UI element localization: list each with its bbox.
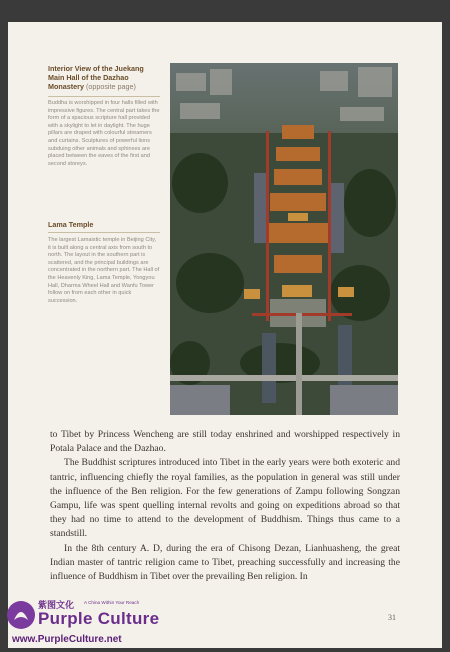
caption-body-juekang: Buddha is worshipped in four halls filled with impressive figures. The central part takes the form of a spacious scripture hall provided with a skylight to let in daylight. The huge pillars are draped with colourful streamers and curtains. Sculptures of powerful lions subduing other animals and sphinxes are placed between the eaves of the first and second storeys. (48, 100, 160, 167)
caption-divider (48, 232, 160, 233)
caption-title-text: Lama Temple (48, 220, 94, 229)
caption-title-juekang (48, 64, 160, 91)
paragraph: In the 8th century A. D, during the era of Chisong Dezan, Lianhuasheng, the great Indian master of tantric religion came to Tibet, preaching successfully and increasing the influence of Buddhism in Tibet over the prevailing Ben religion. In (50, 542, 400, 583)
watermark-brand: Purple Culture (38, 609, 160, 628)
caption-title-lama-temple (48, 220, 160, 229)
purple-culture-logo-icon (6, 600, 36, 630)
watermark-tagline: A China Within Your Reach (84, 600, 140, 605)
caption-note: (opposite page) (85, 82, 136, 91)
caption-title-text: Interior View of the Juekang Main Hall of the Dazhao Monastery (48, 64, 144, 91)
purple-culture-watermark (4, 598, 204, 650)
watermark-url: www.PurpleCulture.net (12, 634, 122, 645)
caption-divider (48, 96, 160, 97)
caption-body-lama-temple: The largest Lamaistic temple in Beijing City, it is built along a central axis from south to north. The layout in the southern part is scattered, and the principal buildings are concentrated in the northern part. The Hall of the Heavenly King, Lama Temple, Yongyou Hall, Dharma Wheel Hall and Wanfu Tower follow on from each other in quick succession. (48, 237, 160, 304)
temple-aerial-illustration (170, 63, 398, 415)
watermark-chinese: 紫图文化 (38, 601, 75, 611)
aerial-temple-photo (170, 63, 398, 415)
body-text (50, 428, 400, 584)
paragraph: The Buddhist scriptures introduced into Tibet in the early years were both exoteric and tantric, influencing chiefly the royal families, as the population in general was still under the influence of the Ben religion. For the few generations of Zampu following Songzan Gampu, life was spent quelling internal revolts and going on expeditions abroad so that they had no time to attend to the development of Buddhism. Things thus came to a standstill. (50, 457, 400, 540)
paragraph: to Tibet by Princess Wencheng are still today enshrined and worshipped respectively in Potala Palace and the Dazhao. (50, 429, 400, 455)
page-number: 31 (388, 613, 396, 622)
